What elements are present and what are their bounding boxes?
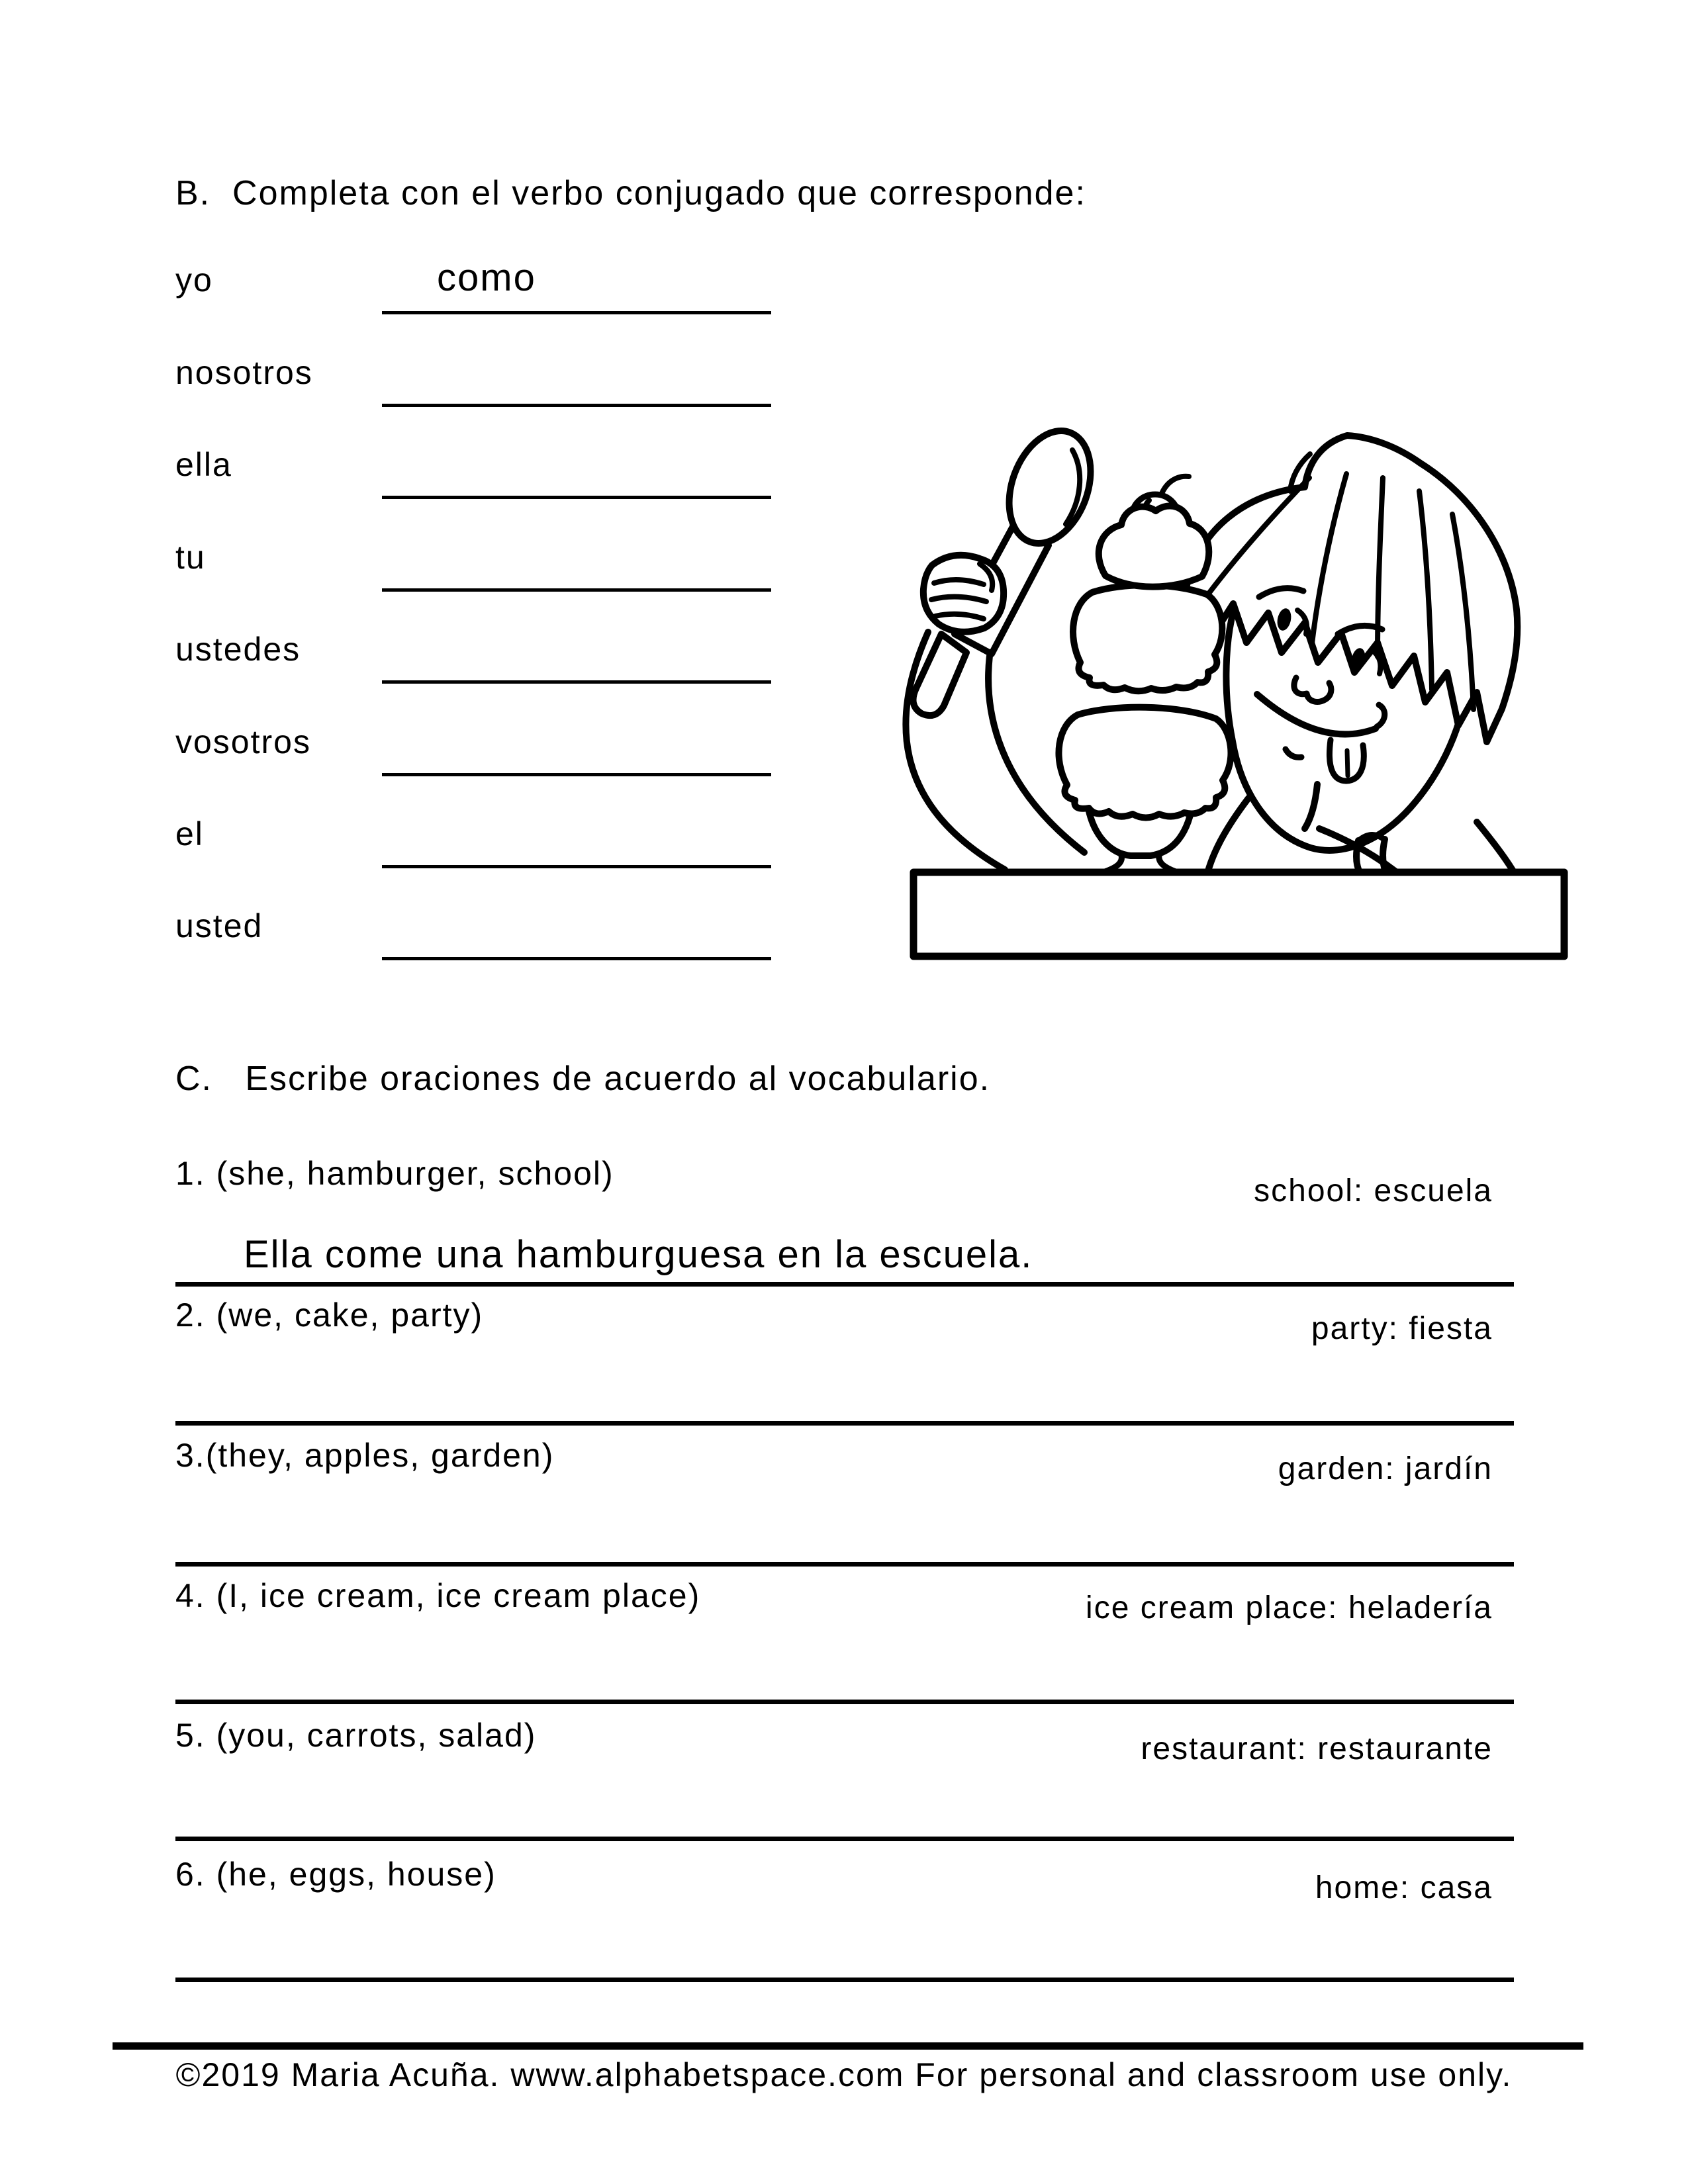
answer-blank-line (382, 311, 771, 314)
filled-answer-sentence: Ella come una hamburguesa en la escuela. (244, 1233, 1033, 1276)
item-prompt: 1. (she, hamburger, school) (175, 1155, 614, 1192)
item-prompt: 3.(they, apples, garden) (175, 1437, 555, 1474)
vocab-hint: party: fiesta (1311, 1311, 1493, 1346)
footer-copyright: ©2019 Maria Acuña. www.alphabetspace.com For personal and classroom use only. (175, 2056, 1513, 2093)
answer-blank-line (382, 957, 771, 960)
answer-line (175, 1978, 1514, 1982)
vocab-hint: school: escuela (1254, 1173, 1493, 1208)
item-prompt: 2. (we, cake, party) (175, 1297, 484, 1334)
item-prompt: 6. (he, eggs, house) (175, 1856, 496, 1893)
answer-blank-line (382, 680, 771, 684)
answer-line (175, 1837, 1514, 1841)
section-c-heading: C. Escribe oraciones de acuerdo al vocabulario. (175, 1060, 991, 1098)
pronoun-label: vosotros (175, 723, 311, 760)
answer-line (175, 1421, 1514, 1426)
answer-blank-line (382, 496, 771, 499)
section-b-heading: B. Completa con el verbo conjugado que corresponde: (175, 174, 1086, 212)
pronoun-label: ella (175, 446, 232, 483)
item-prompt: 5. (you, carrots, salad) (175, 1717, 537, 1754)
boy-ice-cream-illustration (854, 424, 1575, 966)
vocab-hint: ice cream place: heladería (1086, 1590, 1493, 1625)
pronoun-label: yo (175, 261, 213, 298)
pronoun-label: nosotros (175, 354, 313, 391)
item-prompt: 4. (I, ice cream, ice cream place) (175, 1577, 701, 1614)
vocab-hint: garden: jardín (1278, 1451, 1493, 1486)
answer-line (175, 1282, 1514, 1287)
answer-blank-line (382, 773, 771, 776)
answer-blank-line (382, 404, 771, 407)
banner-box (914, 872, 1564, 956)
vocab-hint: restaurant: restaurante (1141, 1731, 1493, 1766)
answer-line (175, 1700, 1514, 1704)
footer-rule (113, 2042, 1583, 2050)
answer-blank-line (382, 588, 771, 592)
pronoun-label: el (175, 815, 204, 852)
answer-line (175, 1562, 1514, 1567)
vocab-hint: home: casa (1315, 1870, 1493, 1905)
answer-blank-line (382, 865, 771, 868)
filled-answer: como (437, 256, 536, 299)
pronoun-label: ustedes (175, 631, 301, 668)
pronoun-label: tu (175, 539, 206, 576)
pronoun-label: usted (175, 907, 263, 944)
